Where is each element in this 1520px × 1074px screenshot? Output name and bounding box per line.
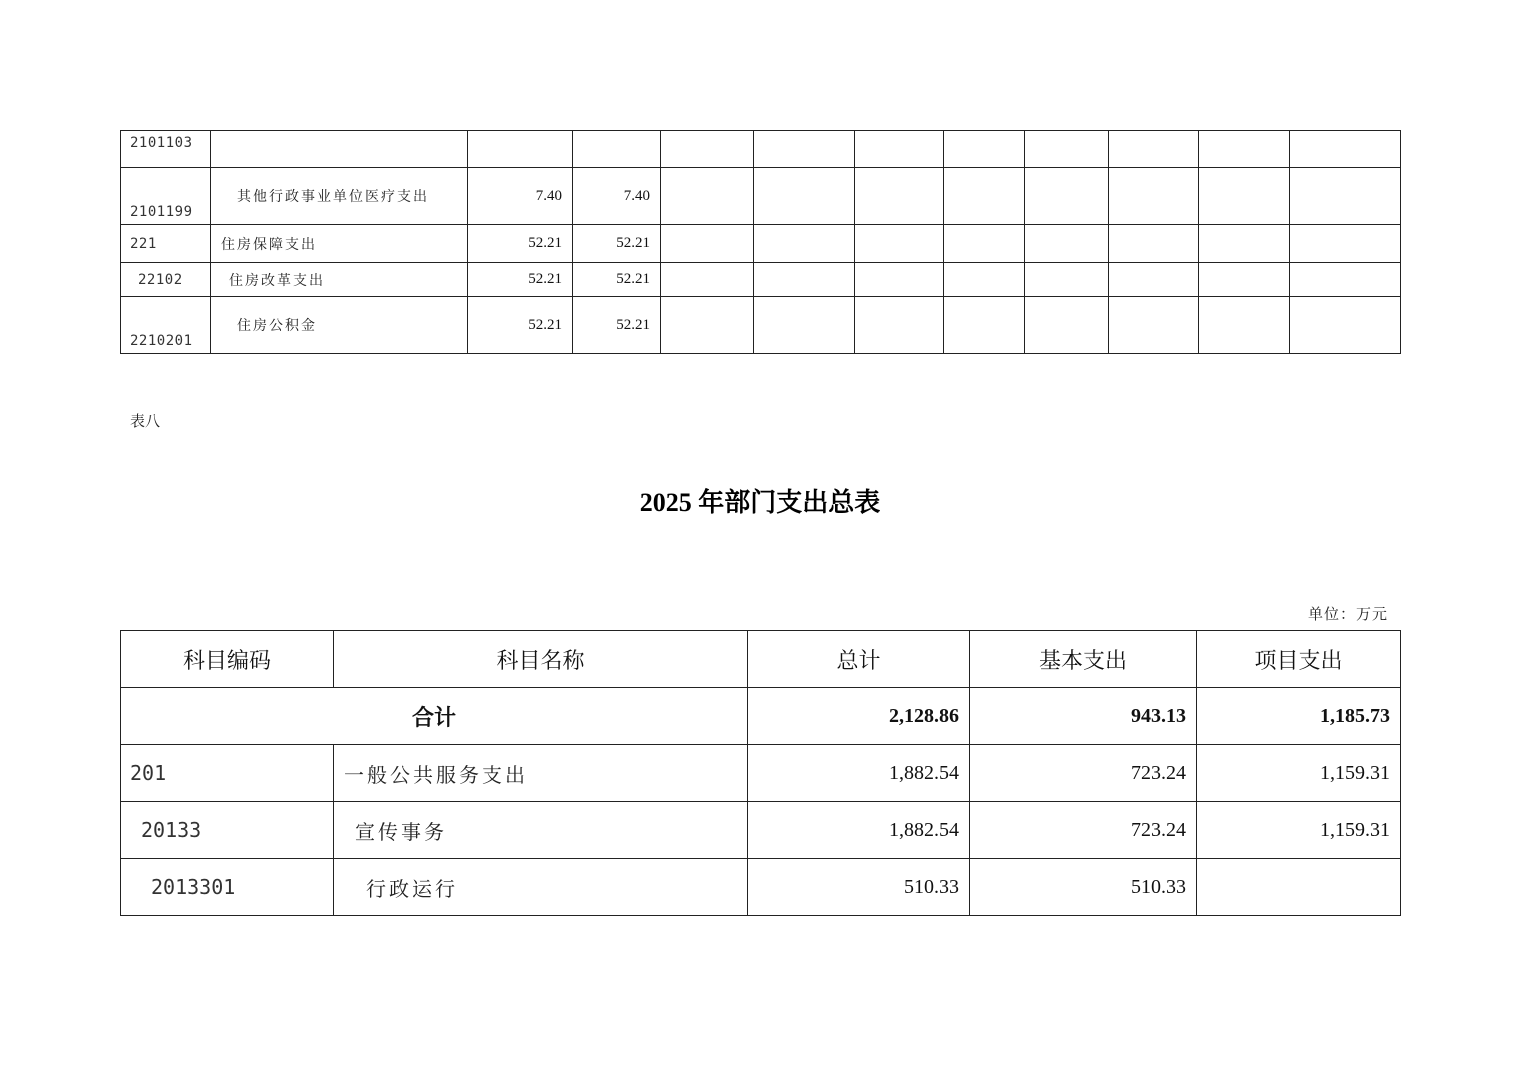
table-row [121, 225, 1401, 263]
previous-table [120, 130, 1401, 354]
row-name [211, 131, 468, 168]
row-project: 1,159.31 [1197, 802, 1401, 859]
row-name: 其他行政事业单位医疗支出 [211, 168, 468, 225]
row-code: 20133 [121, 802, 334, 859]
row-project [1197, 859, 1401, 916]
page-title: 2025 年部门支出总表 [639, 488, 881, 517]
row-name: 宣传事务 [334, 802, 748, 859]
row-code: 2101103 [121, 131, 211, 168]
total-basic: 943.13 [970, 688, 1197, 745]
row-code: 2210201 [121, 297, 211, 354]
row-name: 住房保障支出 [211, 225, 468, 263]
row-basic: 52.21 [573, 263, 661, 297]
header-project: 项目支出 [1197, 631, 1401, 688]
row-project: 1,159.31 [1197, 745, 1401, 802]
total-amount: 2,128.86 [748, 688, 970, 745]
total-row [121, 688, 1401, 745]
row-basic: 52.21 [573, 297, 661, 354]
table-row [121, 859, 1401, 916]
row-basic: 510.33 [970, 859, 1197, 916]
row-code: 201 [121, 745, 334, 802]
row-name: 住房改革支出 [211, 263, 468, 297]
row-name: 住房公积金 [211, 297, 468, 354]
header-code: 科目编码 [121, 631, 334, 688]
row-name: 一般公共服务支出 [334, 745, 748, 802]
row-code: 2101199 [121, 168, 211, 225]
table-number-label: 表八 [130, 412, 161, 430]
table-row [121, 802, 1401, 859]
row-code: 221 [121, 225, 211, 263]
expenditure-table [120, 630, 1401, 916]
row-code: 22102 [121, 263, 211, 297]
header-name: 科目名称 [334, 631, 748, 688]
table-row [121, 745, 1401, 802]
row-total: 7.40 [468, 168, 573, 225]
row-basic [573, 131, 661, 168]
row-basic: 52.21 [573, 225, 661, 263]
unit-label: 单位：万元 [1307, 605, 1388, 623]
total-project: 1,185.73 [1197, 688, 1401, 745]
row-total: 52.21 [468, 263, 573, 297]
row-basic: 7.40 [573, 168, 661, 225]
total-label: 合计 [121, 688, 748, 745]
table-row [121, 263, 1401, 297]
row-total: 52.21 [468, 297, 573, 354]
table-row [121, 168, 1401, 225]
header-total: 总计 [748, 631, 970, 688]
row-basic: 723.24 [970, 802, 1197, 859]
row-name: 行政运行 [334, 859, 748, 916]
table-header-row [121, 631, 1401, 688]
row-total: 1,882.54 [748, 745, 970, 802]
row-total: 1,882.54 [748, 802, 970, 859]
row-total: 510.33 [748, 859, 970, 916]
row-basic: 723.24 [970, 745, 1197, 802]
table-row [121, 297, 1401, 354]
row-total [468, 131, 573, 168]
row-code: 2013301 [121, 859, 334, 916]
table-row [121, 131, 1401, 168]
row-total: 52.21 [468, 225, 573, 263]
header-basic: 基本支出 [970, 631, 1197, 688]
